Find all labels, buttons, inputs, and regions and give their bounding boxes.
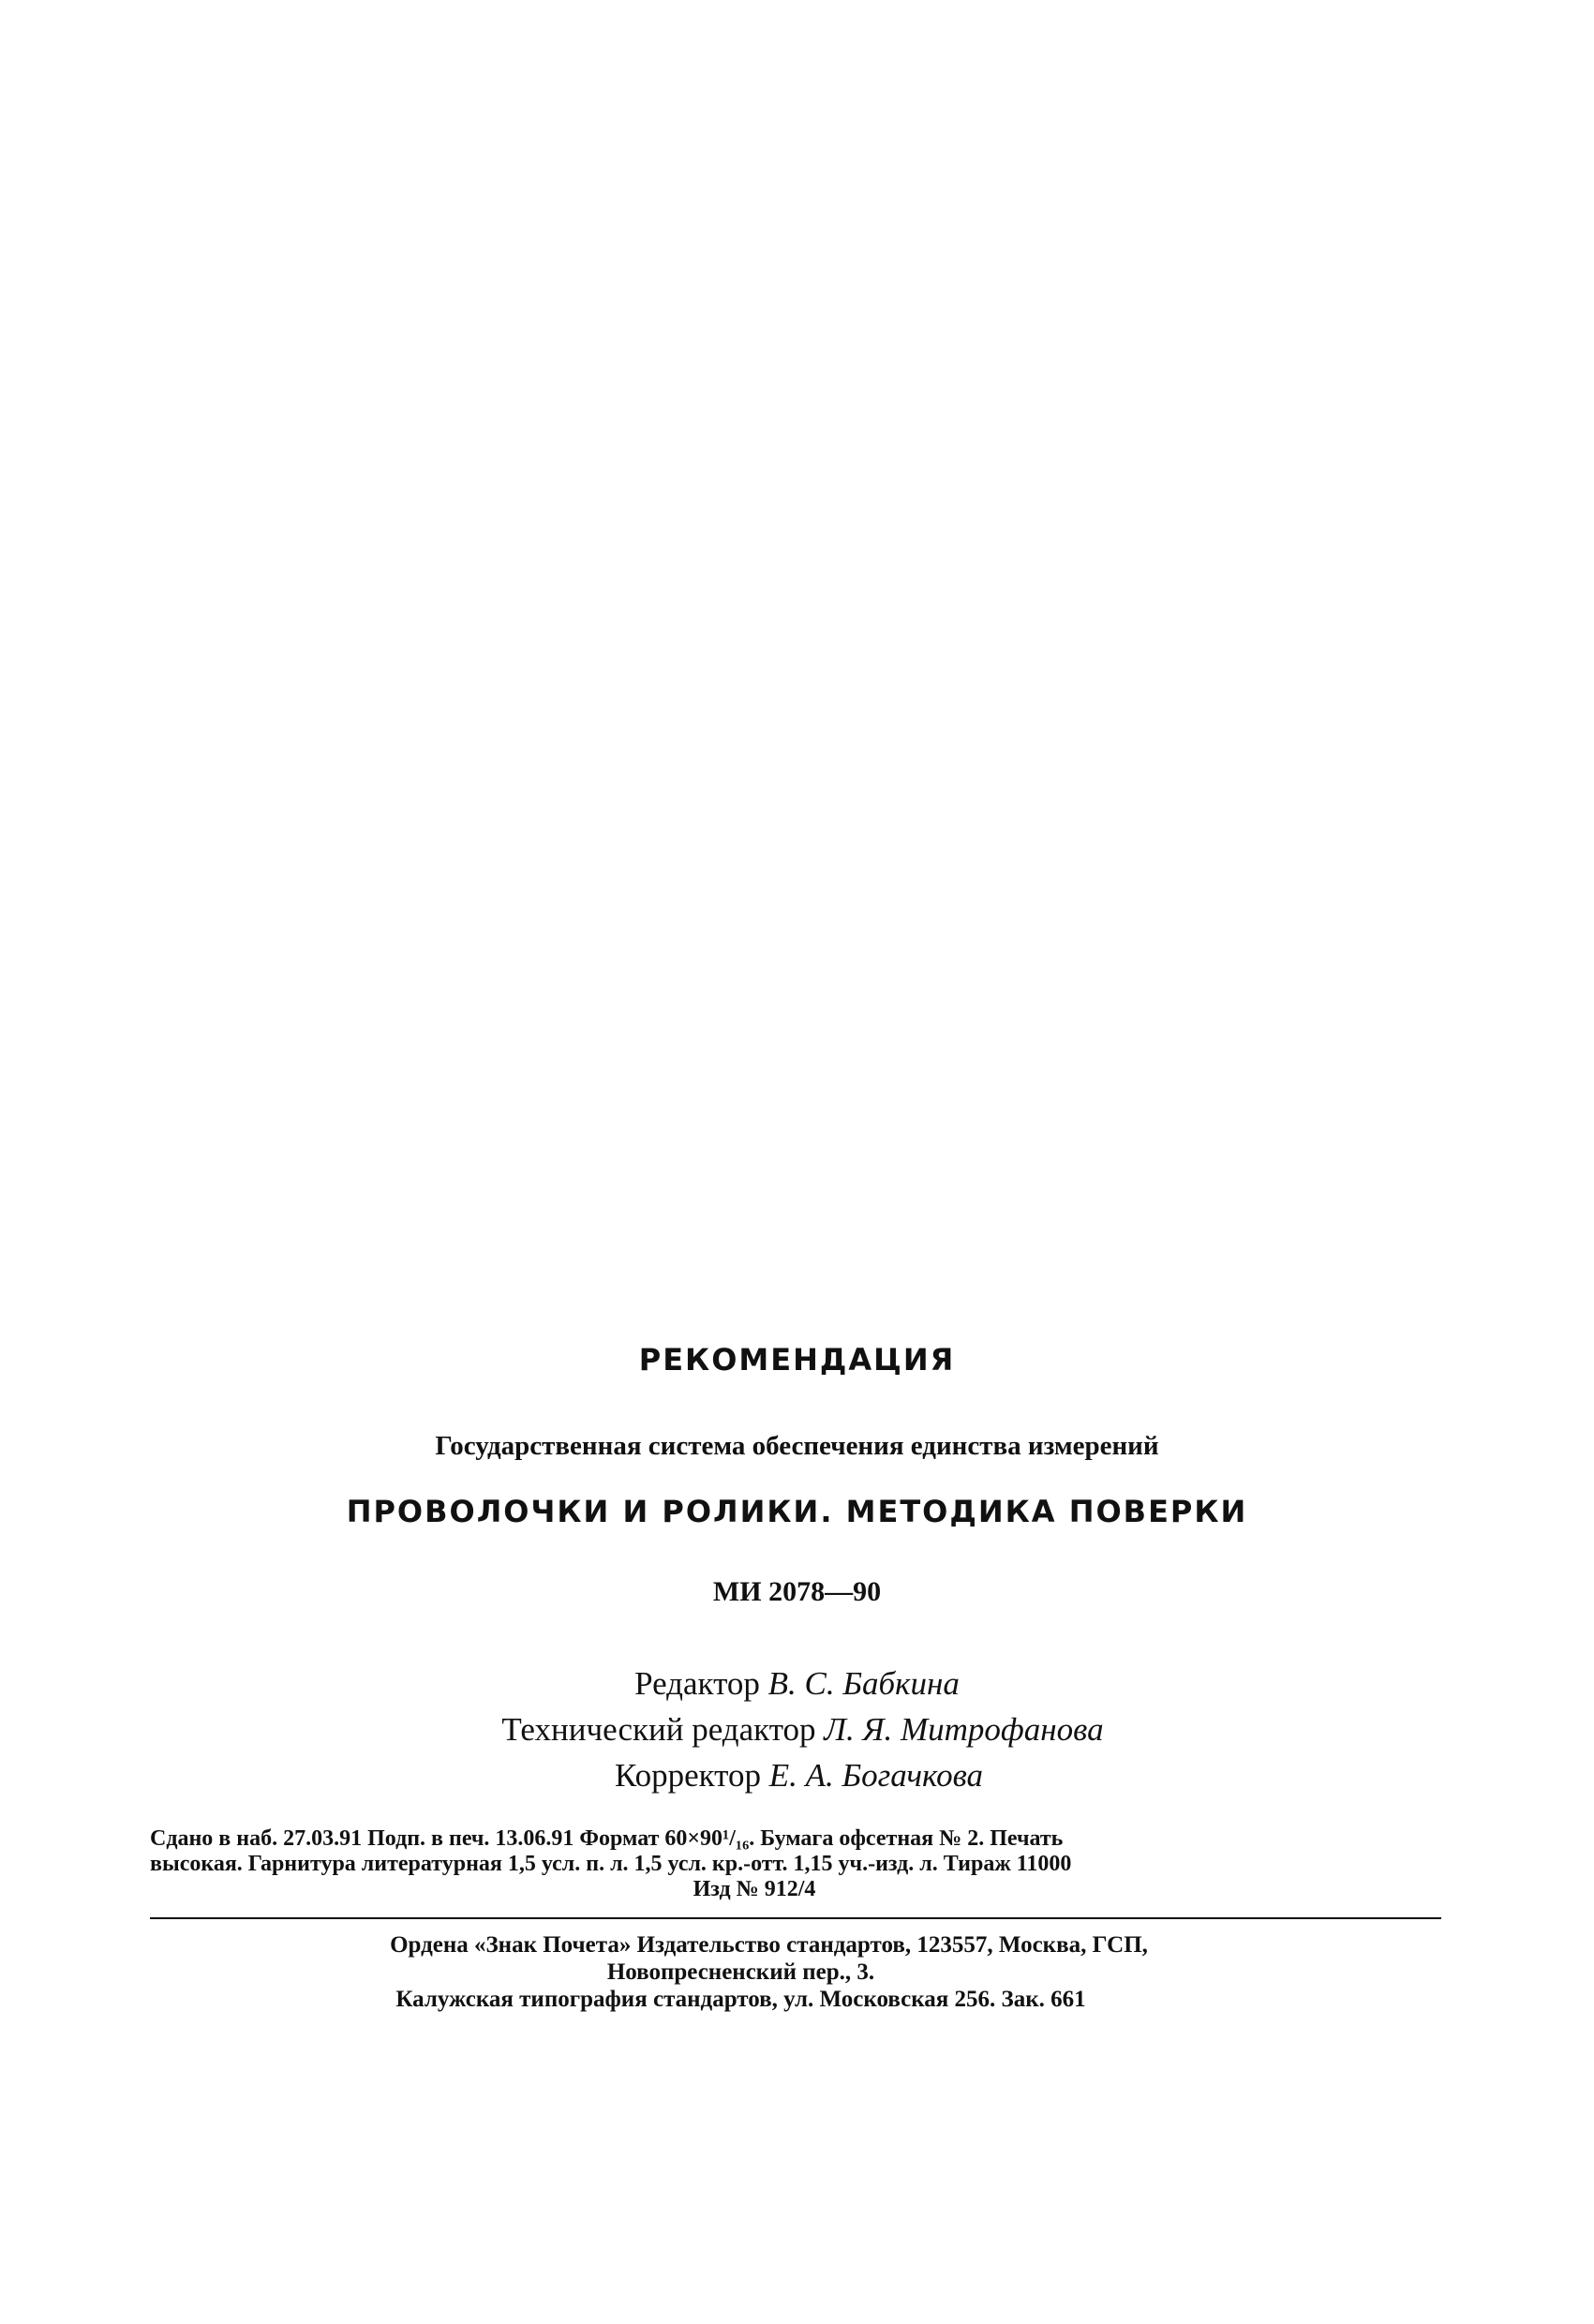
publisher-line: Ордена «Знак Почета» Издательство стандартов, 123557, Москва, ГСП, [390,1932,1148,1958]
recommendation-label: РЕКОМЕНДАЦИЯ [638,1342,956,1378]
imprint-line: высокая. Гарнитура литературная 1,5 усл. п. л. 1,5 усл. кр.-отт. 1,15 уч.-изд. л. Тираж 11000 [150,1852,1072,1876]
credits [0,1661,1594,1798]
divider [150,1917,1441,1919]
credit-role: Редактор [634,1665,760,1702]
document-title: ПРОВОЛОЧКИ И РОЛИКИ. МЕТОДИКА ПОВЕРКИ [346,1494,1248,1529]
credit-editor [0,1661,1594,1706]
credit-role: Технический редактор [501,1711,816,1748]
credit-technical-editor [0,1706,1594,1752]
document-code: МИ 2078—90 [712,1576,882,1607]
imprint-line: Сдано в наб. 27.03.91 Подп. в печ. 13.06.91 Формат 60×90¹/₁₆. Бумага офсетная № 2. Печать [150,1826,1064,1851]
publisher [0,1931,1594,2013]
imprint [150,1826,1443,1902]
publisher-line: Новопресненский пер., 3. [606,1959,875,1985]
imprint-line: Изд № 912/4 [693,1877,816,1901]
credit-proofreader [0,1752,1594,1798]
credit-role: Корректор [614,1757,761,1794]
system-title: Государственная система обеспечения единства измерений [435,1431,1159,1461]
publisher-line: Калужская типография стандартов, ул. Московская 256. Зак. 661 [395,1987,1086,2012]
credit-person: В. С. Бабкина [767,1665,960,1702]
credit-person: Л. Я. Митрофанова [824,1711,1104,1748]
credit-person: Е. А. Богачкова [768,1757,984,1794]
